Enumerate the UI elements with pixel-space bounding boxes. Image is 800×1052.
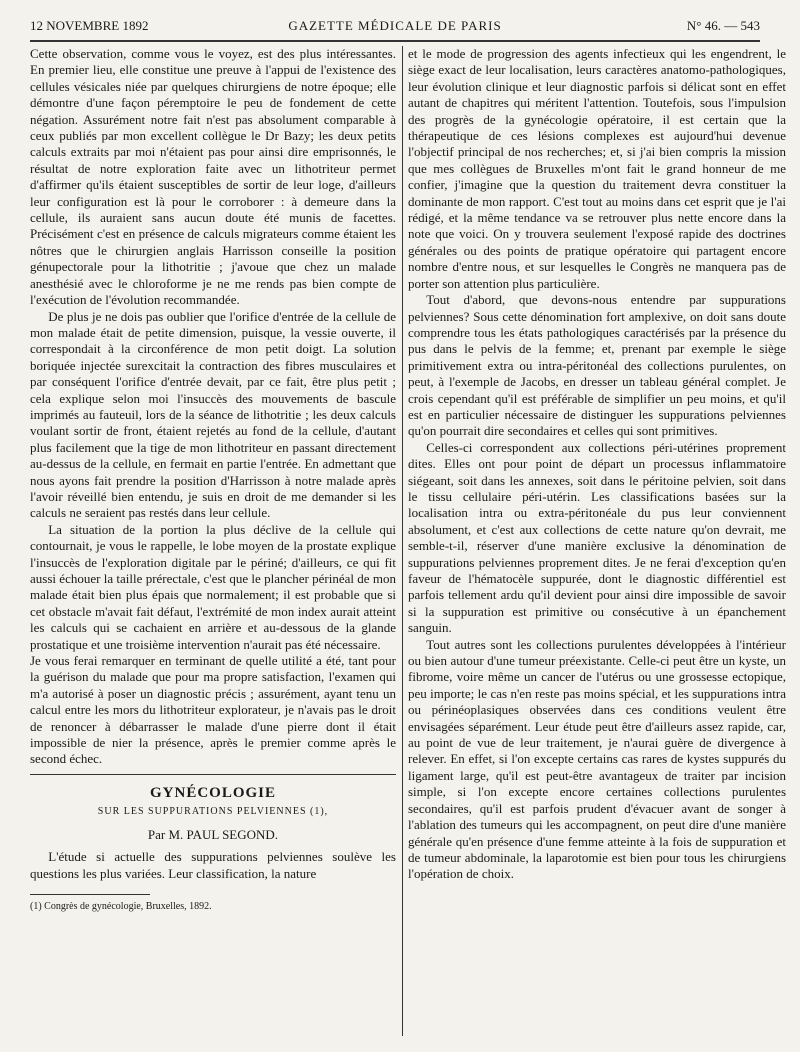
column-divider [402,46,403,1036]
paragraph: Tout autres sont les collections purulentes développées à l'intérieur ou bien autour d'une tumeur préexistante. Celle-ci peut être un kyste, un fibrome, voire même un cancer de l'utérus ou une grossesse ectopique, peu importe; le cas n'en reste pas moins spécial, et les suppurations intra ou périnéoplasiques observées dans ces conditions veulent être envisagées séparément. Leur étude peut être d'ailleurs assez rapide, car, au point de vue de leur traitement, je n'aurai guère de divergence à relever. En effet, si l'on excepte certains cas rares de kystes suppurés du ligament large, qu'il est peut-être avantageux de traiter par incision simple, si l'on excepte encore certaines collections purulentes secondaires, qu'il est parfois prudent d'évacuer avant de songer à l'ablation des tumeurs qui les accompagnent, on peut dire d'une manière générale qu'en présence d'une femme atteinte à la fois de suppuration et de tumeur abdominale, la laparotomie est bien pour tous les chirurgiens l'opération de choix. [408,636,786,882]
paragraph: et le mode de progression des agents infectieux qui les engendrent, le siège exact de leur localisation, leurs caractères anatomo-pathologiques, leur évolution clinique et leur diagnostic parfois si délicat sont en effet autant de chapitres qui méritent l'attention. Toutefois, sous l'impulsion des progrès de la gynécologie opératoire, il est certain que la thérapeutique de ces lésions complexes est aujourd'hui devenue l'objectif principal de nos recherches; et, si j'ai bien compris la mission que mes collègues de Bruxelles m'ont fait le grand honneur de me confier, j'imagine que la question du traitement devra constituer la dominante de mon rapport. C'est tout au moins dans cet esprit que je l'ai rédigé, et la même tendance va se retrouver plus nette encore dans la note que voici. On y trouvera seulement l'exposé rapide des doctrines générales ou des points de pratique opératoire qui partagent encore nombre d'entre nous, et sur lesquelles le Congrès ne manquera pas de porter son attention plus particulière. [408,46,786,291]
article-separator [30,774,396,775]
page-number: N° 46. — 543 [686,18,760,33]
paragraph: Celles-ci correspondent aux collections péri-utérines proprement dites. Elles ont pour point de départ un processus inflammatoire siégeant, soit dans les annexes, soit dans le péritoine pelvien, soit dans le tissu cellulaire péri-utérin. Les classifications basées sur la localisation intra ou extra-péritonéale du pus leur conviennent absolument, et c'est aux collections de cette nature qu'on devrait, me semble-t-il, réserver d'une manière exclusive la dénomination de suppurations pelviennes proprement dites. Je ne ferai d'exception qu'en faveur de l'hématocèle suppurée, dont le diagnostic différentiel est parfois tellement ardu qu'il devient pour ainsi dire impossible de savoir si la suppuration est primitive ou consécutive à un épanchement sanguin. [408,439,786,636]
article-author: Par M. PAUL SEGOND. [147,826,279,842]
footnote-rule [30,894,150,895]
header-rule [30,40,760,42]
right-column [408,46,786,1046]
issue-date: 12 NOVEMBRE 1892 [30,18,149,33]
footnote: (1) Congrès de gynécologie, Bruxelles, 1892. [30,900,212,912]
page-header [30,10,760,38]
section-subtitle: SUR LES SUPPURATIONS PELVIENNES (1), [97,806,329,818]
paragraph: La situation de la portion la plus déclive de la cellule qui contournait, je vous le rappelle, le lobe moyen de la prostate explique l'insuccès de l'exploration digitale par le périné; d'ailleurs, ce qui fit aussi échouer la taille prérectale, c'est que le plancher périnéal de mon malade était bien plus épais que normalement; il est probable que si cet obstacle m'avait fait défaut, l'extrémité de mon index aurait atteint les calculs qui se cachaient en arrière et au-dessous de la glande prostatique et une troisième intervention n'aurait pas été nécessaire. [30,521,396,652]
paragraph: De plus je ne dois pas oublier que l'orifice d'entrée de la cellule de mon malade était de petite dimension, puisque, la vessie ouverte, il correspondait à la circonférence de mon petit doigt. La solution boriquée injectée surexcitait la contraction des fibres musculaires et par conséquent l'orifice d'entrée devait, par ce fait, être plus petit ; cela explique selon moi l'insuccès des mouvements de bascule imprimés au fauteuil, lors de la séance de lithotritie ; les deux calculs voulant sortir de front, étaient rejetés au fond de la cellule, d'autant plus facilement que la tige de mon lithotriteur en passant directement au-dessus de la cellule, en fermait en partie l'entrée. En admettant que nous ayons fait prendre la position d'Harrisson à notre malade après l'avoir réveillé bien entendu, je suis en droit de me demander si les calculs ne seraient pas restés dans leur cellule. [30,308,396,521]
paragraph: Cette observation, comme vous le voyez, est des plus intéressantes. En premier lieu, elle constitue une preuve à l'appui de l'existence des cellules vésicales niée par quelques chirurgiens de notre époque; elle démontre d'une façon péremptoire le peu de fondement de cette négation. Assurément notre fait n'est pas absolument comparable à ceux publiés par mon excellent collègue le Dr Bazy; les deux petits calculs extraits par moi n'étaient pas pour ainsi dire emprisonnés, le résultat de notre exploration faite avec un lithotriteur permet d'affirmer qu'ils étaient susceptibles de sortir de leur loge, d'ailleurs leur configuration est là pour le corroborer : à demeure dans la cellule, ils auraient sans aucun doute été munis de facettes. Précisément c'est en présence de calculs migrateurs comme étaient les nôtres que le chirurgien anglais Harrisson conseille la position génupectorale pour la lithotritie ; j'avoue que chez un malade anesthésié avec le chloroforme je ne me rends pas bien compte de l'exécution de l'évolution recommandée. [30,46,396,308]
article-intro: L'étude si actuelle des suppurations pelviennes soulève les questions les plus variées. Leur classification, la nature [30,849,396,881]
left-column [30,46,396,1046]
section-title: GYNÉCOLOGIE [149,784,277,801]
paragraph: Je vous ferai remarquer en terminant de quelle utilité a été, tant pour la guérison du malade que pour ma propre satisfaction, l'examen qui m'a autorisé à poser un diagnostic précis ; assurément, ayant tenu un calcul entre les mors du lithotriteur explorateur, je n'avais pas le droit de renoncer à débarrasser le malade d'une pierre dont il était impossible de nier la présence, après le premier comme après le second échec. [30,653,396,767]
journal-title: GAZETTE MÉDICALE DE PARIS [288,18,502,33]
paragraph: Tout d'abord, que devons-nous entendre par suppurations pelviennes? Sous cette dénomination fort amplexive, on doit sans doute comprendre tous les états pathologiques caractérisés par la présence du pus dans le pelvis de la femme; et, prenant par exemple le siège primitivement extra ou intra-péritonéal des collections purulentes, on peut, à l'exemple de Jacobs, en dresser un tableau général complet. Je crois cependant qu'il est préférable de simplifier un peu moins, et qu'il est en particulier nécessaire de distinguer les suppurations pelviennes qu'on pourrait dire secondaires et celles qui sont primitives. [408,292,786,439]
